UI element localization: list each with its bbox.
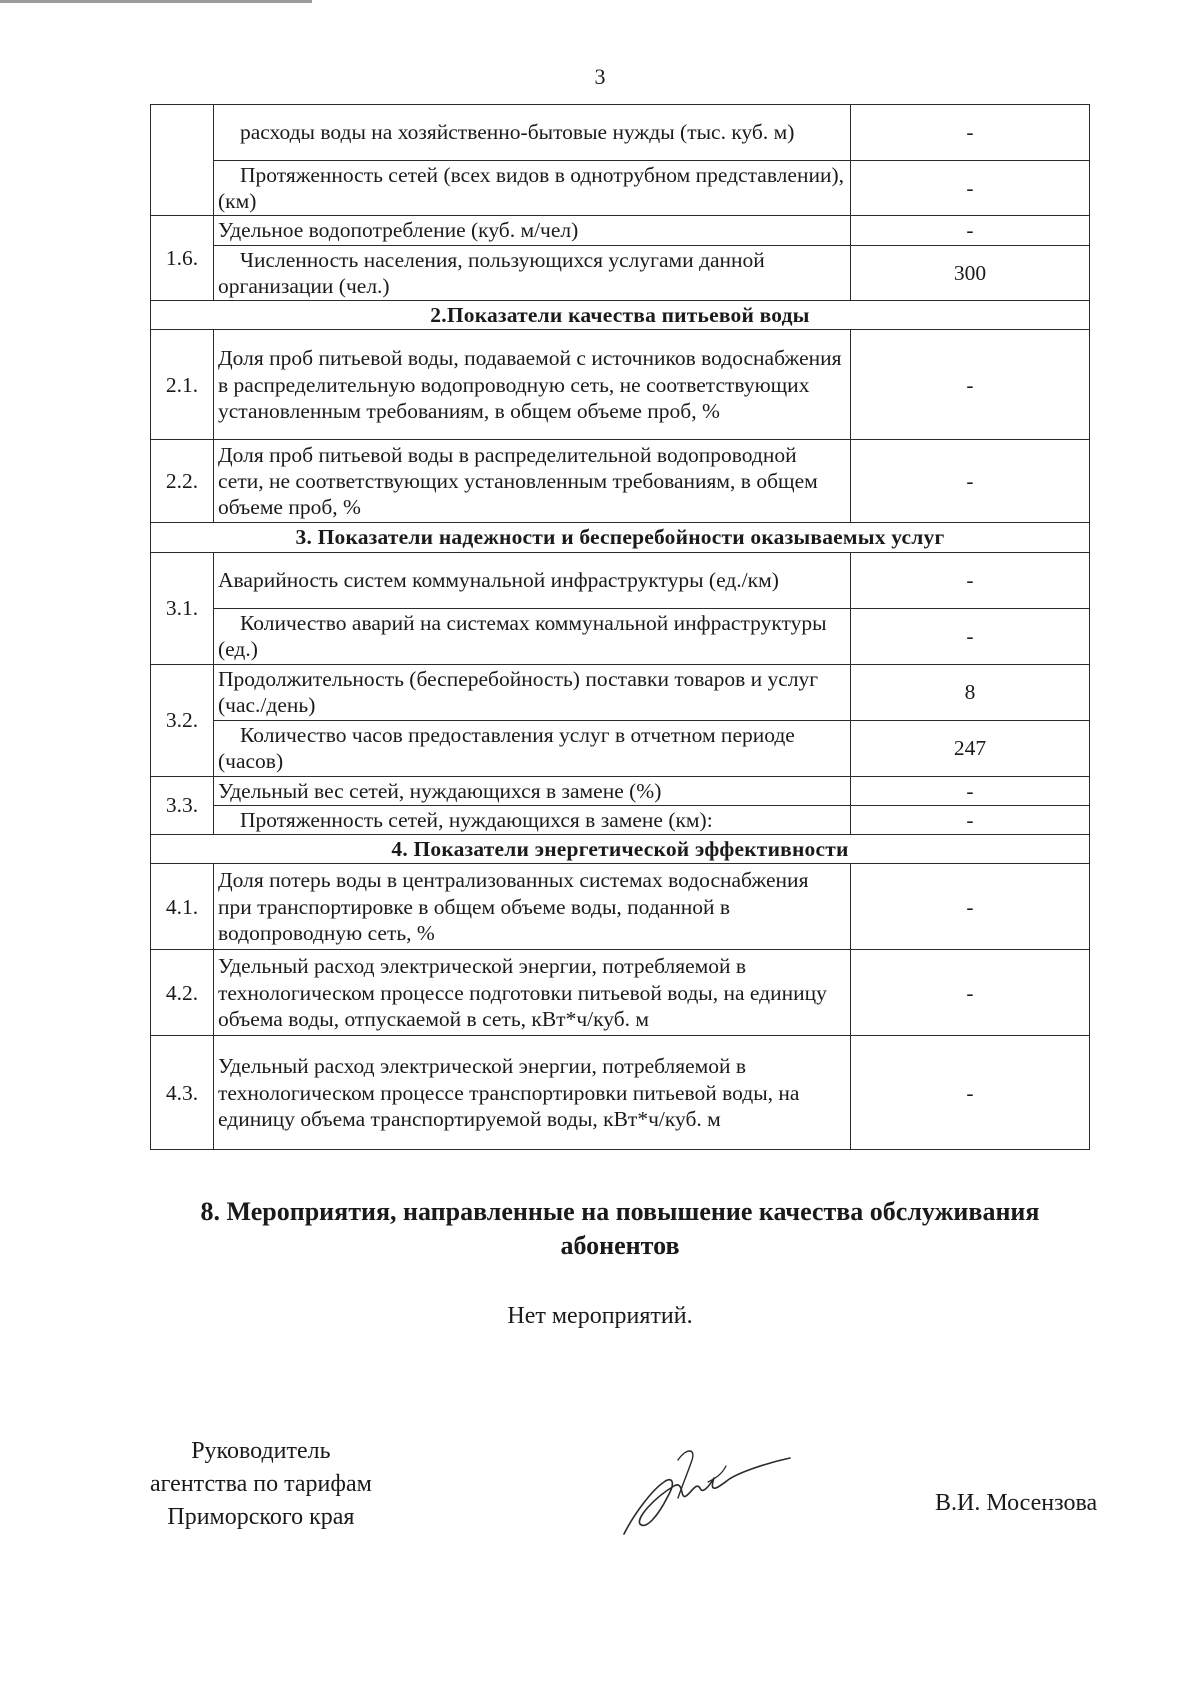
indicator-name: Аварийность систем коммунальной инфраструктуры (ед./км) bbox=[214, 552, 851, 608]
indicator-name: Количество часов предоставления услуг в отчетном периоде (часов) bbox=[214, 720, 851, 776]
indicator-name: расходы воды на хозяйственно-бытовые нужды (тыс. куб. м) bbox=[214, 105, 851, 161]
indicator-value: - bbox=[851, 330, 1090, 440]
section-header: 4. Показатели энергетической эффективности bbox=[151, 834, 1090, 863]
row-number-cell: 3.1. bbox=[151, 552, 214, 664]
section-header-row bbox=[151, 301, 1090, 330]
indicator-name: Доля потерь воды в централизованных системах водоснабжения при транспортировке в общем объеме воды, поданной в водопроводную сеть, % bbox=[214, 864, 851, 950]
section-8-title-line1: 8. Мероприятия, направленные на повышение качества обслуживания bbox=[200, 1197, 1040, 1226]
signer-name: В.И. Мосензова bbox=[935, 1490, 1098, 1516]
indicator-value: - bbox=[851, 864, 1090, 950]
scan-edge-line bbox=[0, 0, 312, 3]
indicator-name: Доля проб питьевой воды в распределительной водопроводной сети, не соответствующих установленным требованиям, в общем объеме проб, % bbox=[214, 440, 851, 523]
signer-position bbox=[150, 1435, 372, 1534]
table-row bbox=[151, 720, 1090, 776]
table-row bbox=[151, 105, 1090, 161]
indicator-value: - bbox=[851, 440, 1090, 523]
indicator-name: Доля проб питьевой воды, подаваемой с источников водоснабжения в распределительную водопроводную сеть, не соответствующих установленным требованиям, в общем объеме проб, % bbox=[214, 330, 851, 440]
table-row bbox=[151, 805, 1090, 834]
indicator-name: Протяженность сетей, нуждающихся в замене (км): bbox=[214, 805, 851, 834]
table-row bbox=[151, 664, 1090, 720]
indicator-value: - bbox=[851, 776, 1090, 805]
indicator-value: - bbox=[851, 608, 1090, 664]
indicator-name: Удельное водопотребление (куб. м/чел) bbox=[214, 216, 851, 245]
indicators-table bbox=[150, 104, 1090, 1150]
table-row bbox=[151, 1036, 1090, 1150]
section-header: 2.Показатели качества питьевой воды bbox=[151, 301, 1090, 330]
section-8-heading bbox=[120, 1195, 1120, 1263]
section-header-row bbox=[151, 834, 1090, 863]
indicator-name: Удельный расход электрической энергии, потребляемой в технологическом процессе подготовки питьевой воды, на единицу объема воды, отпускаемой в сеть, кВт*ч/куб. м bbox=[214, 950, 851, 1036]
indicator-name: Количество аварий на системах коммунальной инфраструктуры (ед.) bbox=[214, 608, 851, 664]
indicator-name: Удельный расход электрической энергии, потребляемой в технологическом процессе транспортировки питьевой воды, на единицу объема транспортируемой воды, кВт*ч/куб. м bbox=[214, 1036, 851, 1150]
indicator-value: - bbox=[851, 161, 1090, 216]
section-header: 3. Показатели надежности и бесперебойности оказываемых услуг bbox=[151, 523, 1090, 552]
row-number-cell: 1.6. bbox=[151, 216, 214, 301]
row-number-cell: 4.3. bbox=[151, 1036, 214, 1150]
indicator-name: Численность населения, пользующихся услугами данной организации (чел.) bbox=[214, 245, 851, 300]
indicator-name: Удельный вес сетей, нуждающихся в замене (%) bbox=[214, 776, 851, 805]
indicator-value: 8 bbox=[851, 664, 1090, 720]
table-row bbox=[151, 330, 1090, 440]
section-8-note: Нет мероприятий. bbox=[507, 1303, 693, 1329]
row-number-cell: 2.2. bbox=[151, 440, 214, 523]
indicator-value: - bbox=[851, 552, 1090, 608]
table-row bbox=[151, 864, 1090, 950]
row-number-cell: 4.2. bbox=[151, 950, 214, 1036]
table-row bbox=[151, 552, 1090, 608]
table-row bbox=[151, 608, 1090, 664]
table-row bbox=[151, 245, 1090, 300]
table-row bbox=[151, 950, 1090, 1036]
indicator-value: - bbox=[851, 1036, 1090, 1150]
signer-line: агентства по тарифам bbox=[150, 1471, 372, 1498]
row-number-cell bbox=[151, 105, 214, 216]
handwritten-signature bbox=[612, 1438, 797, 1548]
signer-line: Приморского края bbox=[167, 1504, 355, 1531]
indicator-value: - bbox=[851, 805, 1090, 834]
table-row bbox=[151, 776, 1090, 805]
row-number-cell: 3.3. bbox=[151, 776, 214, 834]
indicator-value: 300 bbox=[851, 245, 1090, 300]
indicator-value: - bbox=[851, 105, 1090, 161]
indicator-value: - bbox=[851, 216, 1090, 245]
table-row bbox=[151, 440, 1090, 523]
table-row bbox=[151, 216, 1090, 245]
section-8-title-line2: абонентов bbox=[560, 1230, 680, 1260]
indicator-name: Протяженность сетей (всех видов в однотрубном представлении), (км) bbox=[214, 161, 851, 216]
page-number: 3 bbox=[594, 64, 606, 89]
table-row bbox=[151, 161, 1090, 216]
indicator-name: Продолжительность (бесперебойность) поставки товаров и услуг (час./день) bbox=[214, 664, 851, 720]
indicator-value: - bbox=[851, 950, 1090, 1036]
signer-line: Руководитель bbox=[191, 1438, 331, 1464]
indicator-value: 247 bbox=[851, 720, 1090, 776]
section-header-row bbox=[151, 523, 1090, 552]
row-number-cell: 3.2. bbox=[151, 664, 214, 776]
row-number-cell: 2.1. bbox=[151, 330, 214, 440]
row-number-cell: 4.1. bbox=[151, 864, 214, 950]
